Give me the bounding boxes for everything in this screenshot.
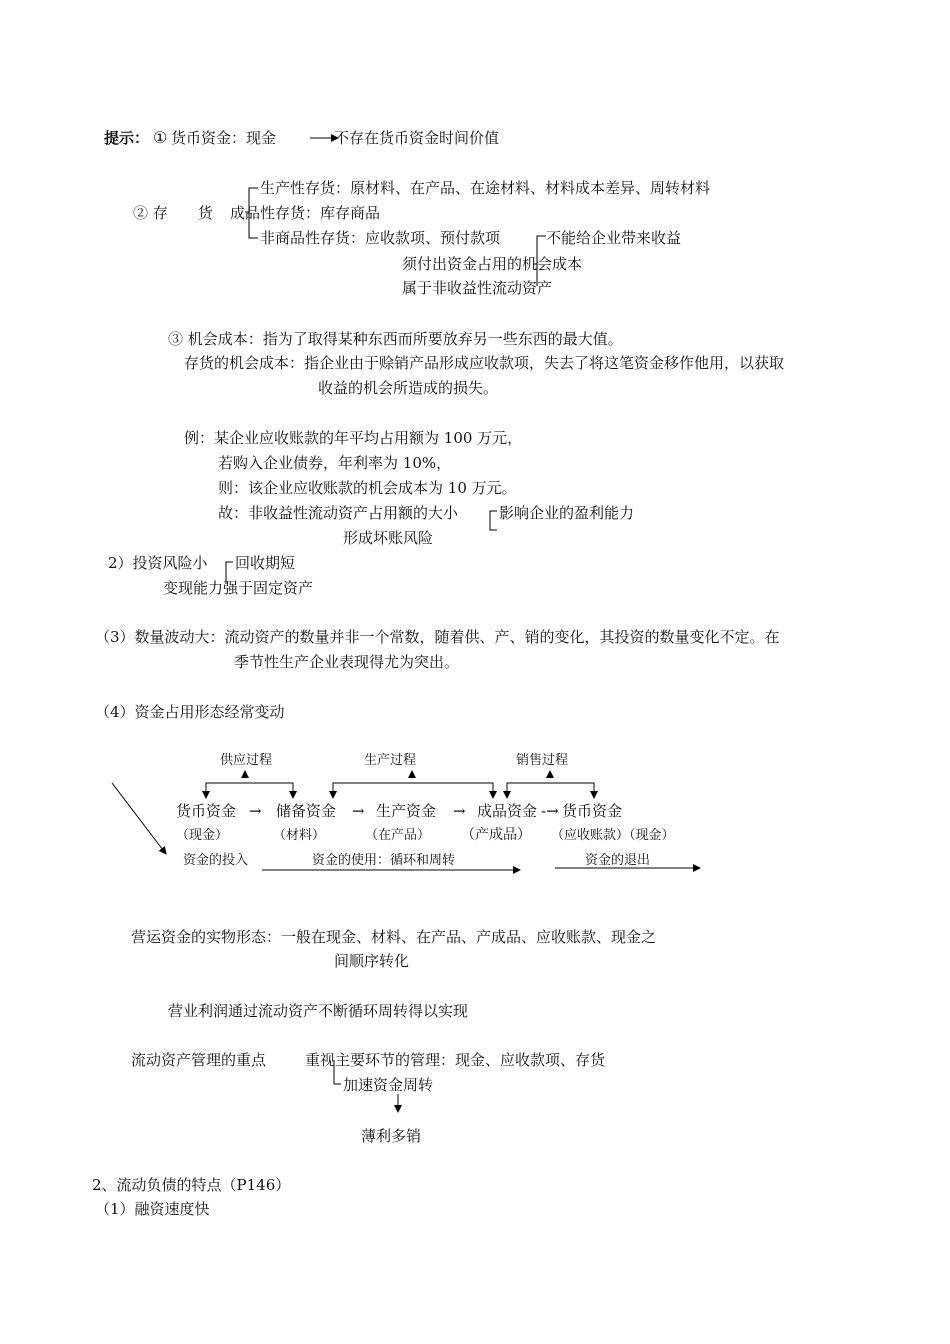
inventory-label: ② 存 货 xyxy=(133,204,213,222)
risk-low: 2）投资风险小 xyxy=(108,554,208,572)
form-change-heading: （4）资金占用形态经常变动 xyxy=(95,703,285,721)
opp-cost-definition: ③ 机会成本：指为了取得某种东西而所要放弃另一些东西的最大值。 xyxy=(168,330,623,348)
phase-use: 资金的使用：循环和周转 xyxy=(312,853,456,868)
focus-label: 流动资产管理的重点 xyxy=(131,1051,267,1069)
inventory-productive: 生产性存货：原材料、在产品、在途材料、材料成本差异、周转材料 xyxy=(260,179,711,197)
risk-liquidity: 变现能力强于固定资产 xyxy=(163,579,314,597)
example-line3: 则：该企业应收账款的机会成本为 10 万元。 xyxy=(218,479,517,497)
inventory-nonproductive: 非商品性存货：应收款项、预付款项 xyxy=(260,229,501,247)
liab-item1: （1）融资速度快 xyxy=(95,1200,210,1218)
paren-cash: （现金） xyxy=(176,828,229,843)
inventory-note-opp-cost: 须付出资金占用的机会成本 xyxy=(402,255,583,273)
inventory-finished: 成品性存货：库存商品 xyxy=(230,204,381,222)
example-effect-bad-debt: 形成坏账风险 xyxy=(343,529,434,547)
hint-no-time-value: 不存在货币资金时间价值 xyxy=(334,129,500,147)
stage-finished: 成品资金 xyxy=(477,802,538,820)
proc-supply: 供应过程 xyxy=(220,753,273,768)
phase-input: 资金的投入 xyxy=(183,853,249,868)
example-line4: 故：非收益性流动资产占用额的大小 xyxy=(218,504,459,522)
proc-sales: 销售过程 xyxy=(516,753,569,768)
stage-arrow-2: → xyxy=(352,802,365,820)
paren-receivable-cash: （应收账款）（现金） xyxy=(551,828,675,843)
inventory-note-nonprofit: 属于非收益性流动资产 xyxy=(402,279,553,297)
stage-monetary: 货币资金 xyxy=(176,802,237,820)
stage-arrow-3: → xyxy=(453,802,466,820)
proc-produce: 生产过程 xyxy=(364,753,417,768)
phase-exit: 资金的退出 xyxy=(585,853,651,868)
stage-monetary-end: 货币资金 xyxy=(562,802,623,820)
inv-opp-cost-line1: 存货的机会成本：指企业由于赊销产品形成应收款项，失去了将这笔资金移作他用，以获取 xyxy=(184,354,785,372)
stage-arrow-4: -→ xyxy=(541,802,559,820)
liab-title: 2、流动负债的特点（P146） xyxy=(92,1176,291,1194)
stage-arrow-1: → xyxy=(249,802,262,820)
focus-key-links: 重视主要环节的管理：现金、应收款项、存货 xyxy=(305,1051,606,1069)
stage-production: 生产资金 xyxy=(376,802,437,820)
inv-opp-cost-line2: 收益的机会所造成的损失。 xyxy=(318,379,499,397)
hint-label: 提示： xyxy=(104,129,150,147)
paren-materials: （材料） xyxy=(273,828,326,843)
hint-cash: 货币资金：现金 xyxy=(171,129,277,147)
focus-result: 薄利多销 xyxy=(361,1127,422,1145)
physical-line1: 营运资金的实物形态：一般在现金、材料、在产品、产成品、应收账款、现金之 xyxy=(131,928,657,946)
inventory-note-no-income: 不能给企业带来收益 xyxy=(546,229,682,247)
paren-wip: （在产品） xyxy=(365,828,431,843)
physical-line2: 间顺序转化 xyxy=(334,952,410,970)
example-effect-profit: 影响企业的盈利能力 xyxy=(499,504,635,522)
focus-accelerate: 加速资金周转 xyxy=(343,1076,434,1094)
example-line1: 例：某企业应收账款的年平均占用额为 100 万元， xyxy=(184,429,523,447)
profit-line: 营业利润通过流动资产不断循环周转得以实现 xyxy=(168,1002,469,1020)
risk-short-payback: 回收期短 xyxy=(235,554,296,572)
hint-num-1: ① xyxy=(153,128,168,147)
stage-reserve: 储备资金 xyxy=(276,802,337,820)
volatility-line2: 季节性生产企业表现得尤为突出。 xyxy=(234,653,460,671)
example-line2: 若购入企业债券，年利率为 10%， xyxy=(218,454,452,472)
paren-finished: （产成品） xyxy=(461,827,531,843)
volatility-line1: （3）数量波动大：流动资产的数量并非一个常数，随着供、产、销的变化，其投资的数量变化不定。在 xyxy=(95,628,780,646)
